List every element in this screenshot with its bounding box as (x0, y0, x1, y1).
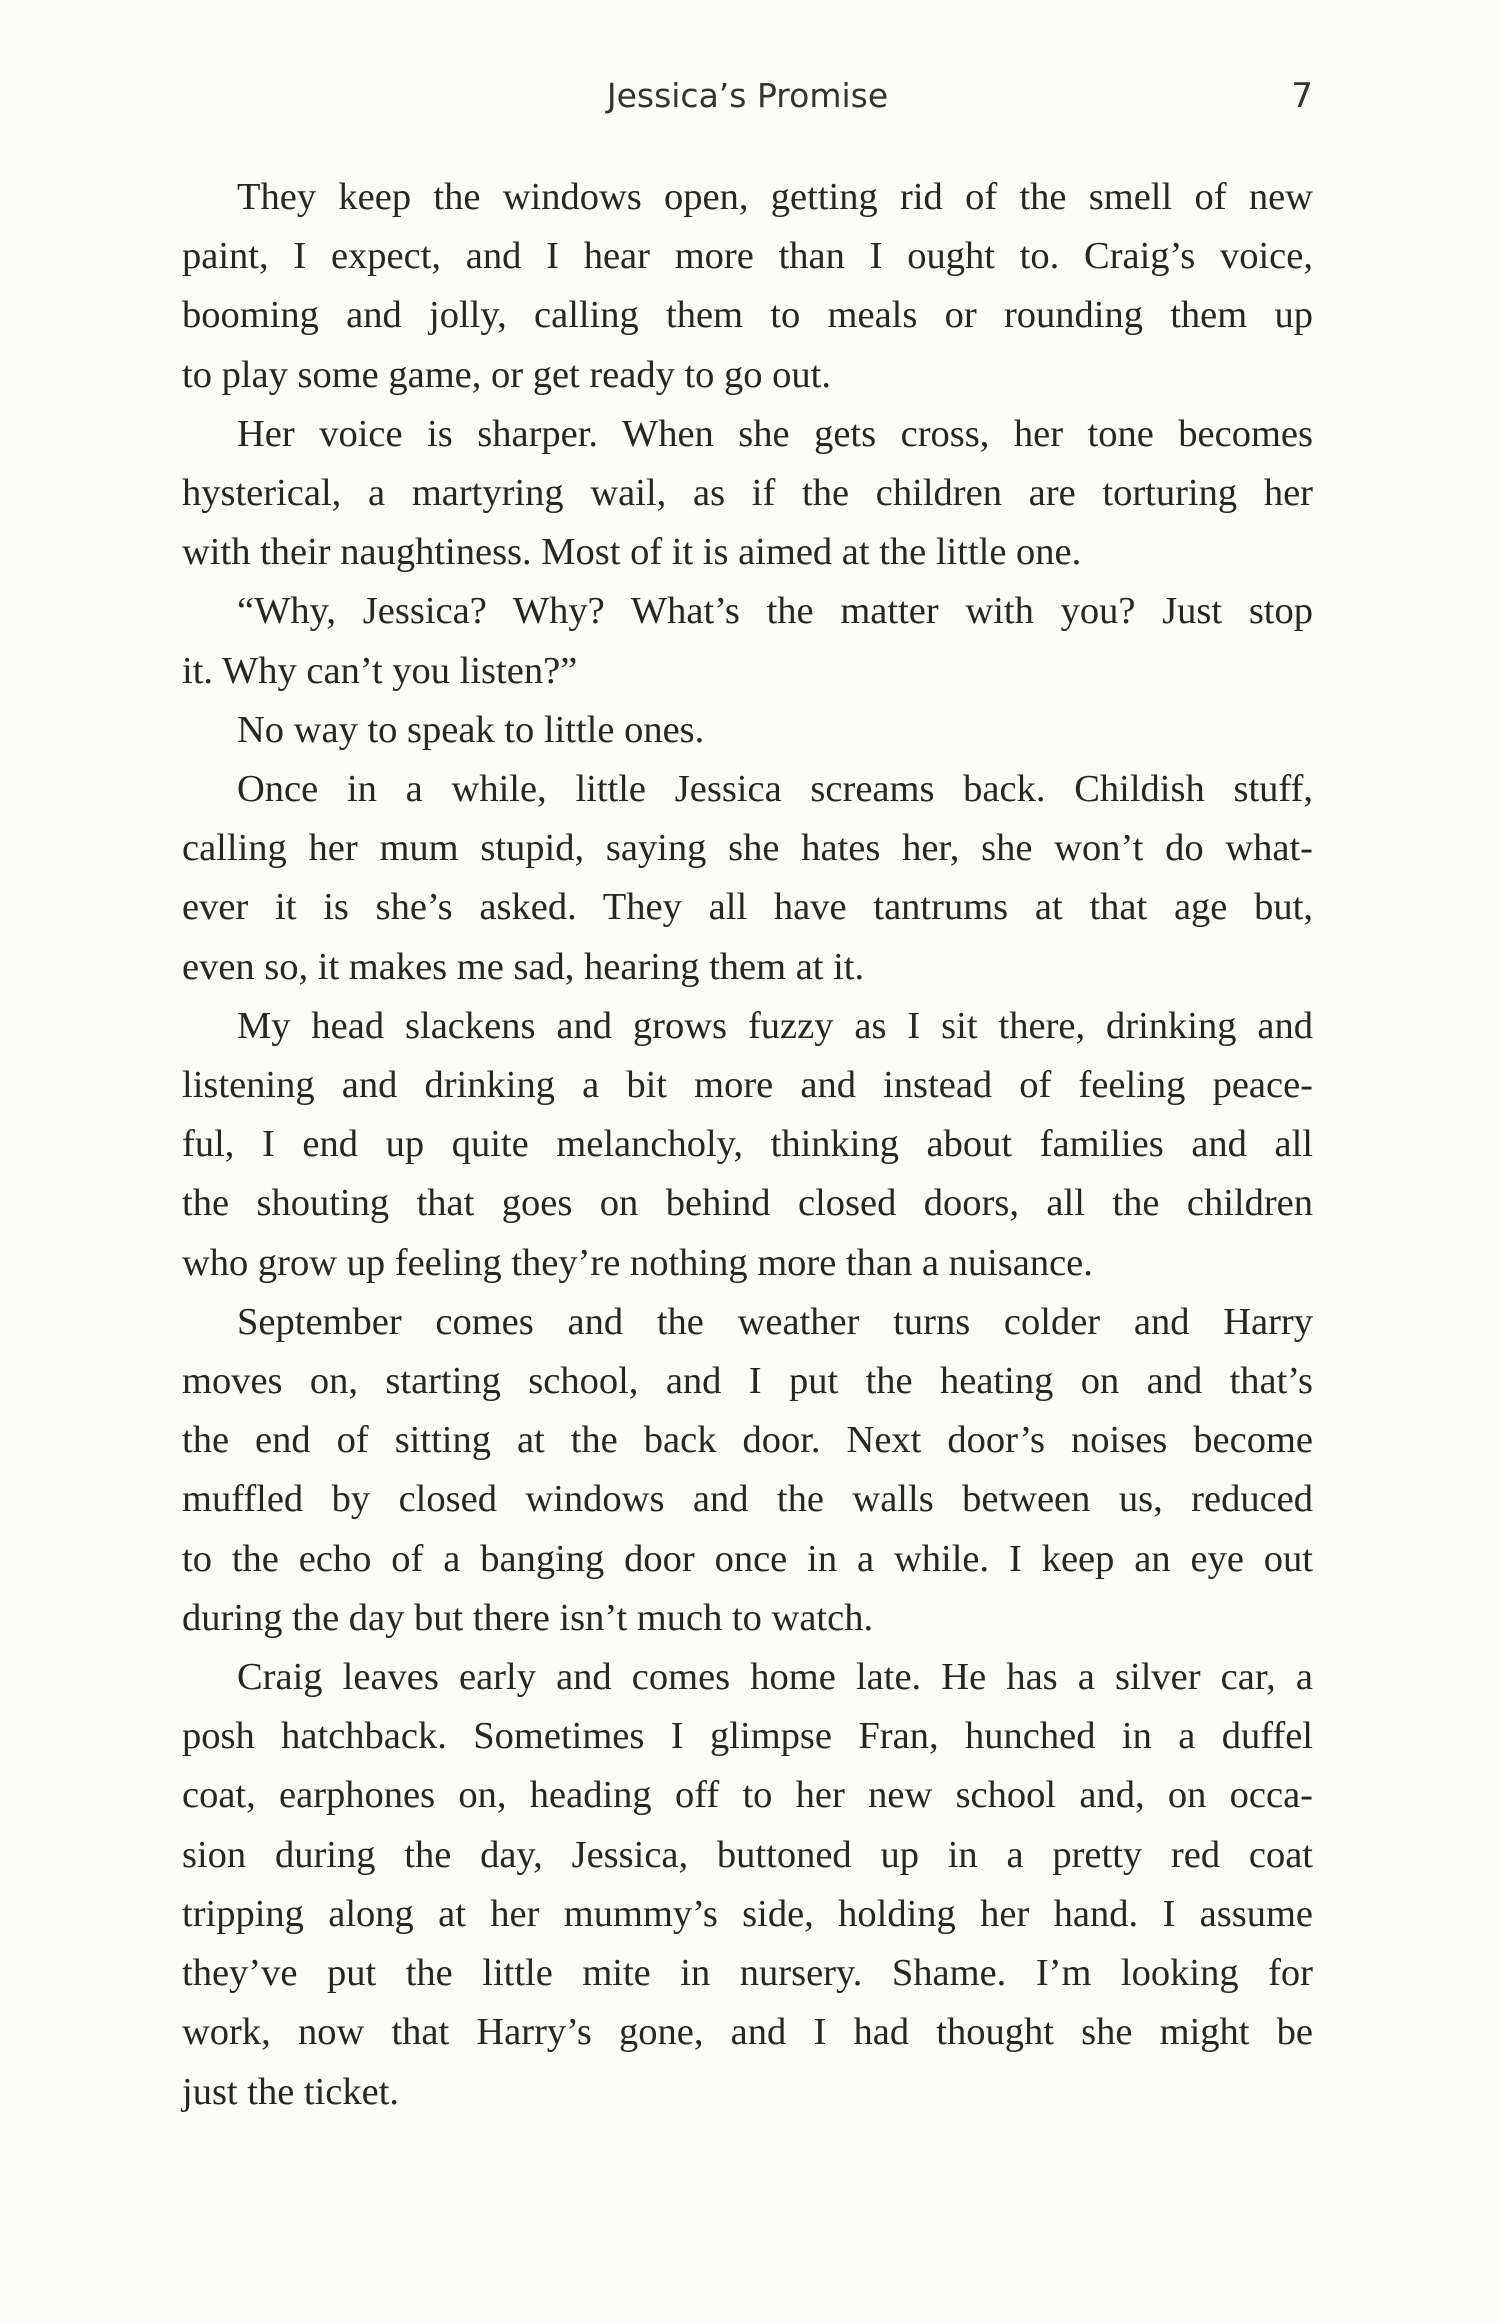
text-line: during the day but there isn’t much to watch. (182, 1596, 874, 1639)
paragraph (182, 760, 1313, 997)
text-line: Once in a while, little Jessica screams back. Childish stuff, (237, 768, 1313, 811)
text-line: coat, earphones on, heading off to her new school and, on occa- (182, 1774, 1313, 1817)
text-line: sion during the day, Jessica, buttoned up in a pretty red coat (182, 1833, 1313, 1876)
text-line: the end of sitting at the back door. Next door’s noises become (182, 1419, 1313, 1462)
paragraph (182, 582, 1313, 700)
text-line: posh hatchback. Sometimes I glimpse Fran, hunched in a duffel (182, 1715, 1313, 1758)
text-line: it. Why can’t you listen?” (182, 649, 578, 692)
text-line: to the echo of a banging door once in a while. I keep an eye out (182, 1537, 1313, 1580)
paragraph (182, 1293, 1313, 1648)
text-line: booming and jolly, calling them to meals or rounding them up (182, 294, 1313, 337)
page-number: 7 (1291, 76, 1313, 116)
text-line: the shouting that goes on behind closed doors, all the children (182, 1182, 1313, 1225)
text-line: tripping along at her mummy’s side, holding her hand. I assume (182, 1892, 1313, 1935)
page-header (182, 76, 1313, 126)
paragraph (182, 1648, 1313, 2122)
text-line: moves on, starting school, and I put the heating on and that’s (182, 1360, 1313, 1403)
text-line: with their naughtiness. Most of it is aimed at the little one. (182, 531, 1082, 574)
text-line: ful, I end up quite melancholy, thinking about families and all (182, 1123, 1313, 1166)
paragraph (182, 405, 1313, 583)
text-line: listening and drinking a bit more and instead of feeling peace- (182, 1064, 1313, 1107)
text-line: Craig leaves early and comes home late. He has a silver car, a (237, 1656, 1313, 1699)
paragraph (182, 701, 1313, 760)
text-line: September comes and the weather turns colder and Harry (237, 1300, 1313, 1343)
text-line: muffled by closed windows and the walls between us, reduced (182, 1478, 1313, 1521)
text-line: even so, it makes me sad, hearing them at it. (182, 945, 865, 988)
text-line: No way to speak to little ones. (237, 708, 705, 751)
paragraph (182, 997, 1313, 1293)
text-line: who grow up feeling they’re nothing more than a nuisance. (182, 1241, 1093, 1284)
text-line: calling her mum stupid, saying she hates her, she won’t do what- (182, 827, 1313, 870)
running-title: Jessica’s Promise (606, 76, 889, 115)
text-line: they’ve put the little mite in nursery. Shame. I’m looking for (182, 1952, 1313, 1995)
text-line: My head slackens and grows fuzzy as I sit there, drinking and (237, 1004, 1313, 1047)
text-line: just the ticket. (182, 2070, 400, 2113)
text-line: “Why, Jessica? Why? What’s the matter with you? Just stop (237, 590, 1313, 633)
text-line: ever it is she’s asked. They all have tantrums at that age but, (182, 886, 1313, 929)
text-line: work, now that Harry’s gone, and I had thought she might be (182, 2011, 1313, 2054)
text-line: Her voice is sharper. When she gets cross, her tone becomes (237, 412, 1313, 455)
text-line: They keep the windows open, getting rid of the smell of new (237, 176, 1313, 218)
text-line: paint, I expect, and I hear more than I ought to. Craig’s voice, (182, 235, 1313, 278)
body-text (182, 168, 1313, 2122)
text-line: hysterical, a martyring wail, as if the children are torturing her (182, 472, 1313, 515)
text-line: to play some game, or get ready to go out. (182, 353, 831, 396)
paragraph (182, 168, 1313, 405)
